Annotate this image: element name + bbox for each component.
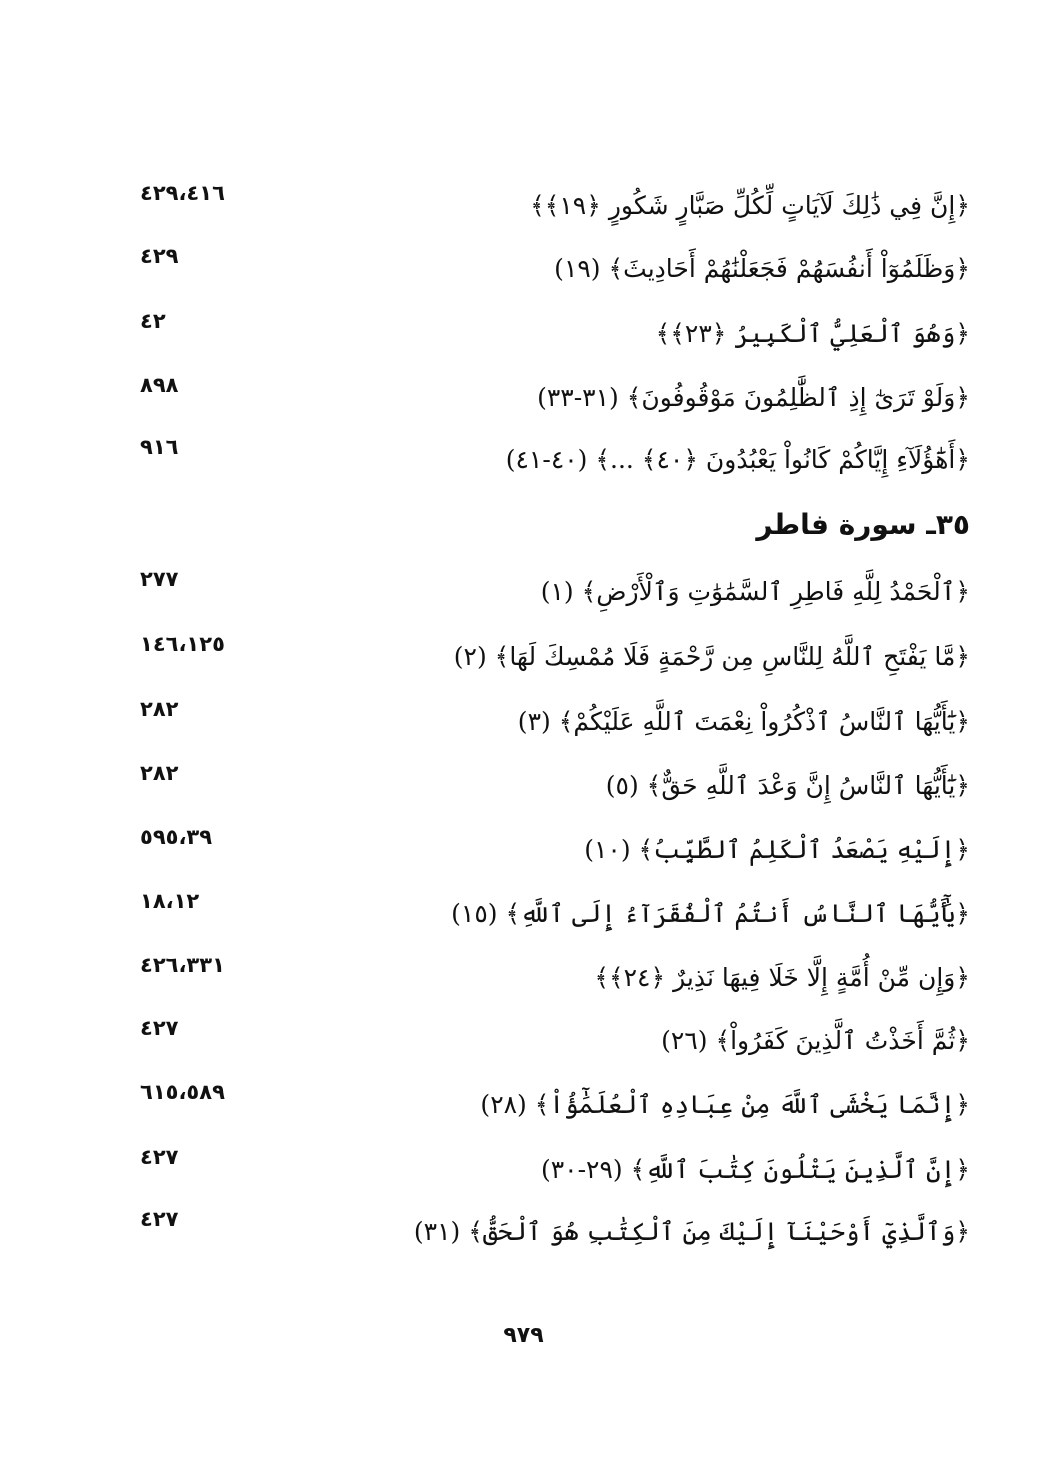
page-references: ١٤٦،١٢٥ [140,632,225,656]
page-references: ٢٧٧ [140,567,179,591]
page-references: ٨٩٨ [140,373,179,397]
verse-text: ﴿أَهَٰٓؤُلَآءِ إِيَّاكُمْ كَانُواْ يَعْبُدُونَ ﴿٤٠﴾ ...﴾ (٤٠-٤١) [505,445,970,474]
surah-heading: ٣٥ـ سورة فاطر [756,508,970,541]
index-entry [140,889,970,936]
page-references: ٢٨٢ [140,761,179,785]
index-entry [140,435,970,482]
index-entry [140,1016,970,1063]
verse-text: ﴿وَٱلَّذِيٓ أَوْحَيْنَآ إِلَيْكَ مِنَ ٱلْكِتَٰبِ هُوَ ٱلْحَقُّ﴾ (٣١) [413,1217,970,1246]
verse-text: ﴿ٱلْحَمْدُ لِلَّهِ فَاطِرِ ٱلسَّمَٰوَٰتِ وَٱلْأَرْضِ﴾ (١) [540,577,970,606]
verse-text: ﴿وَظَلَمُوٓاْ أَنفُسَهُمْ فَجَعَلْنَٰهُمْ أَحَادِيثَ﴾ (١٩) [554,254,970,283]
page-references: ٤٢٧ [140,1145,179,1169]
index-entry [140,953,970,1000]
index-entry [140,181,970,228]
page-references: ٤٢٩ [140,244,179,268]
index-entry [140,244,970,291]
index-entry [140,761,970,808]
verse-text: ﴿مَّا يَفْتَحِ ٱللَّهُ لِلنَّاسِ مِن رَّحْمَةٍ فَلَا مُمْسِكَ لَهَا﴾ (٢) [453,642,970,671]
page-references: ٤٢ [140,309,166,333]
verse-text: ﴿يَٰٓأَيُّهَا ٱلنَّاسُ ٱذْكُرُواْ نِعْمَتَ ٱللَّهِ عَلَيْكُمْ﴾ (٣) [517,707,970,736]
page-references: ٥٩٥،٣٩ [140,825,213,849]
page-references: ٤٢٦،٣٣١ [140,953,225,977]
index-entry [140,1145,970,1192]
index-entry [140,632,970,679]
page-references: ٢٨٢ [140,697,179,721]
index-entry [140,373,970,420]
page-references: ١٨،١٢ [140,889,200,913]
verse-text: ﴿إِنَّمَا يَخْشَى ٱللَّهَ مِنْ عِبَادِهِ ٱلْعُلَمَٰٓؤُاْ﴾ (٢٨) [480,1090,970,1119]
page-references: ٤٢٩،٤١٦ [140,181,225,205]
verse-text: ﴿وَهُوَ ٱلْعَلِيُّ ٱلْكَبِيرُ ﴿٢٣﴾﴾ [655,319,970,348]
verse-text: ﴿ثُمَّ أَخَذْتُ ٱلَّذِينَ كَفَرُواْ﴾ (٢٦) [661,1026,970,1055]
index-entry [140,697,970,744]
verse-text: ﴿إِنَّ فِي ذَٰلِكَ لَآيَاتٍ لِّكُلِّ صَبَّارٍ شَكُورٍ ﴿١٩﴾﴾ [530,191,970,220]
verse-text: ﴿يَٰٓأَيُّهَا ٱلنَّاسُ أَنتُمُ ٱلْفُقَرَآءُ إِلَى ٱللَّهِ﴾ (١٥) [451,899,970,928]
verse-text: ﴿إِلَيْهِ يَصْعَدُ ٱلْكَلِمُ ٱلطَّيِّبُ﴾ (١٠) [584,835,970,864]
index-entry [140,309,970,356]
index-entry [140,567,970,614]
index-entry [140,1207,970,1254]
page-number: ٩٧٩ [503,1323,544,1348]
verse-text: ﴿وَإِن مِّنْ أُمَّةٍ إِلَّا خَلَا فِيهَا نَذِيرٌ ﴿٢٤﴾﴾ [594,963,970,992]
page-references: ٩١٦ [140,435,179,459]
index-entry [140,825,970,872]
page-references: ٦١٥،٥٨٩ [140,1080,225,1104]
verse-text: ﴿يَٰٓأَيُّهَا ٱلنَّاسُ إِنَّ وَعْدَ ٱللَّهِ حَقٌّ﴾ (٥) [605,771,970,800]
verse-text: ﴿إِنَّ ٱلَّذِينَ يَتْلُونَ كِتَٰبَ ٱللَّهِ﴾ (٢٩-٣٠) [540,1155,970,1184]
page-references: ٤٢٧ [140,1207,179,1231]
index-entry [140,1080,970,1127]
verse-text: ﴿وَلَوْ تَرَىٰٓ إِذِ ٱلظَّٰلِمُونَ مَوْقُوفُونَ﴾ (٣١-٣٣) [537,383,970,412]
page-references: ٤٢٧ [140,1016,179,1040]
